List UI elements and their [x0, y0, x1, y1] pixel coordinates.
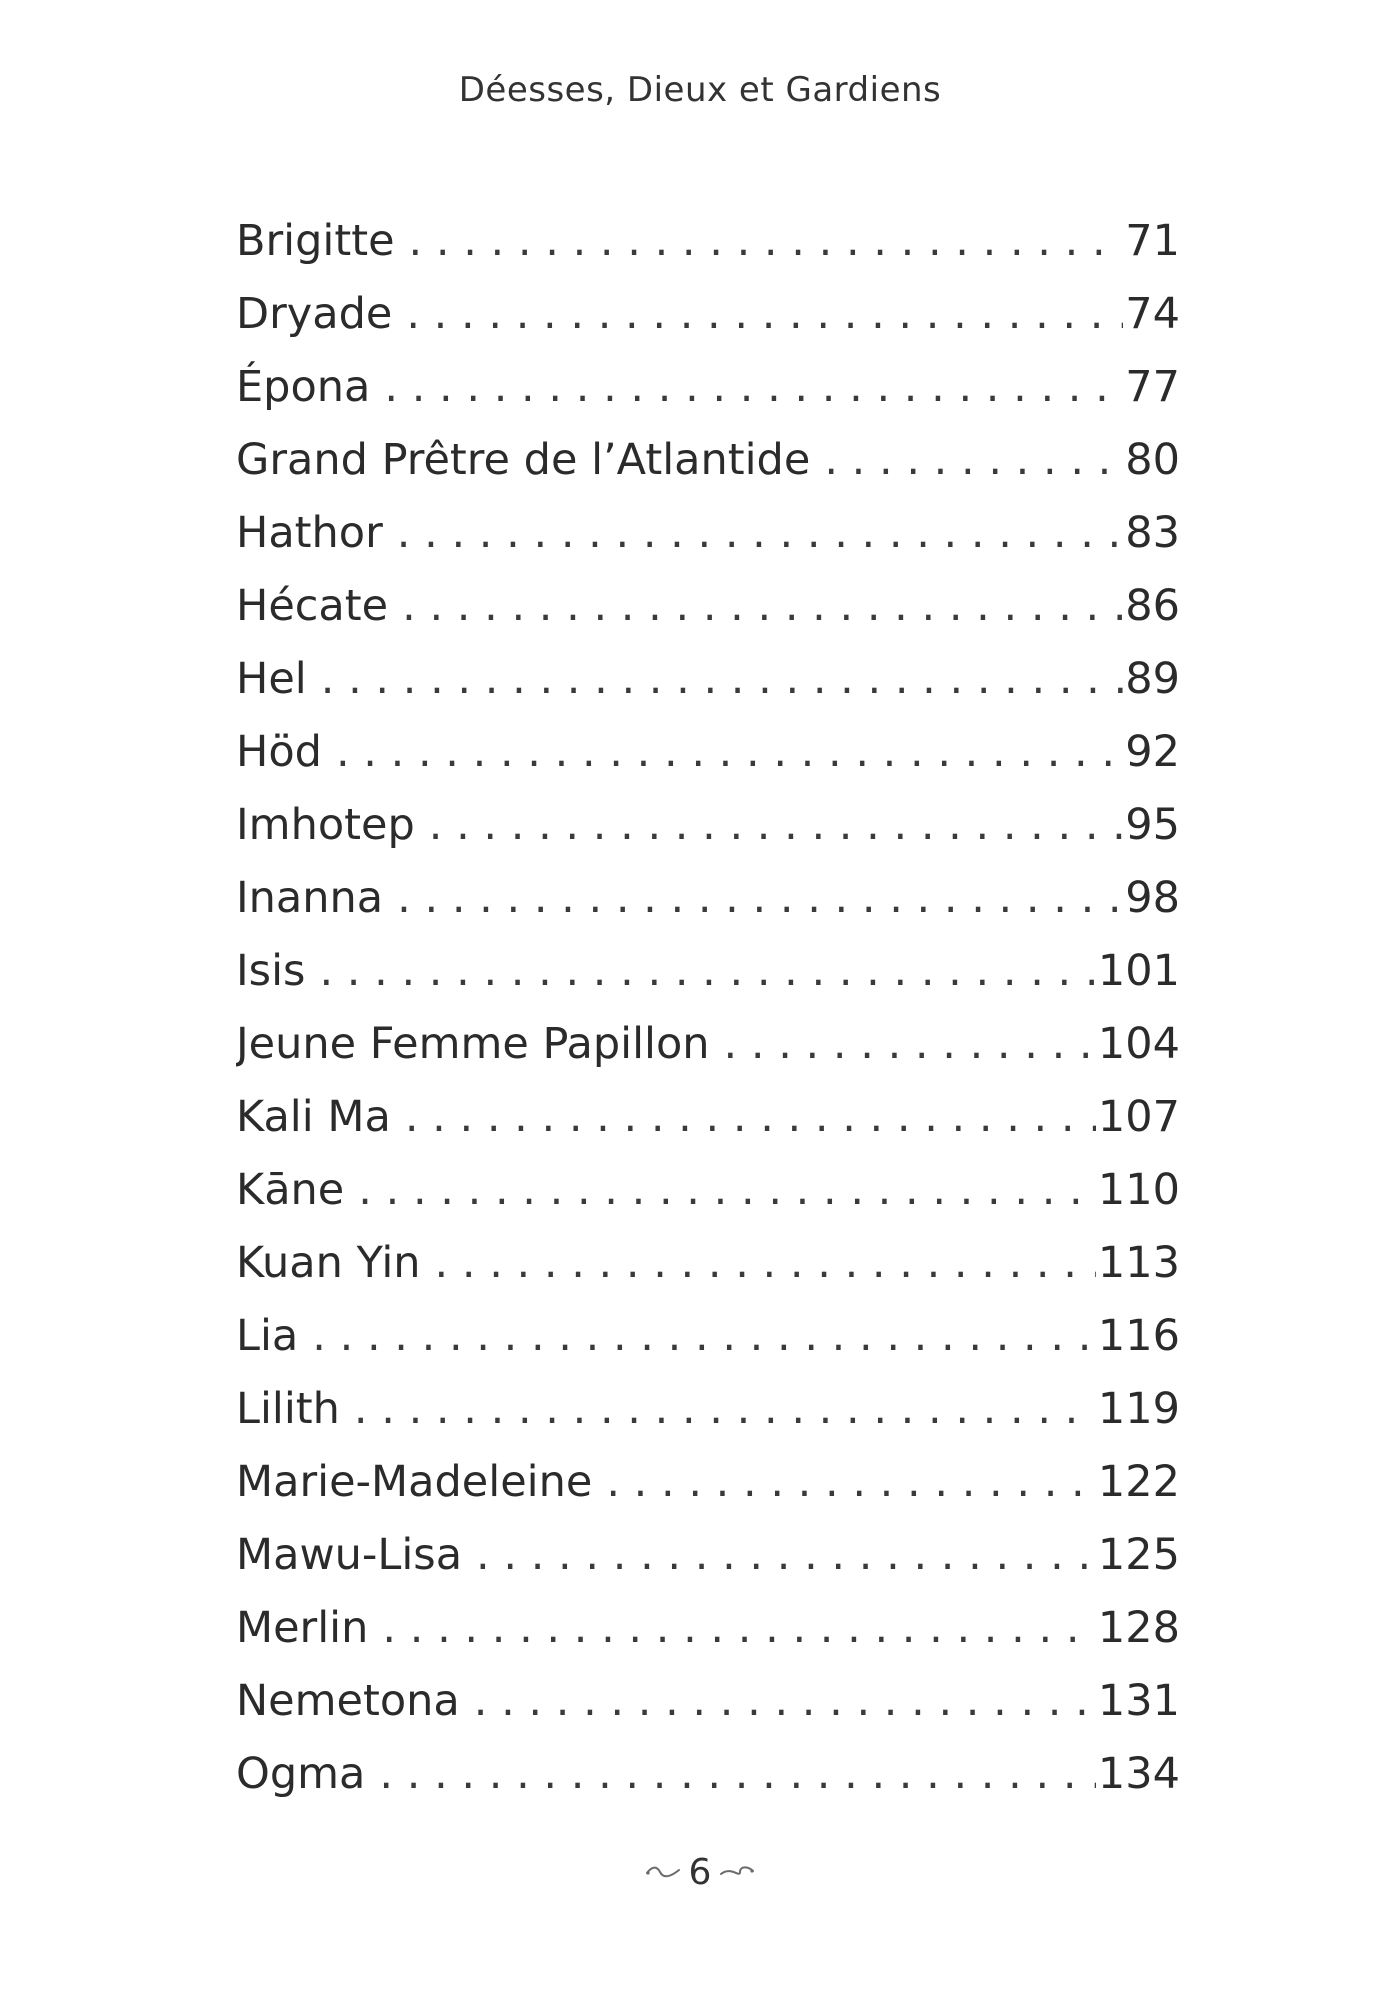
toc-entry-page: 101 [1097, 946, 1180, 996]
toc-entry-title: Mawu-Lisa [236, 1530, 463, 1580]
toc-entry-title: Merlin [236, 1603, 369, 1653]
toc-entry-page: 134 [1097, 1749, 1180, 1799]
toc-entry [236, 205, 1180, 278]
toc-entry [236, 424, 1180, 497]
toc-entry [236, 1665, 1180, 1738]
dot-leader [406, 278, 1123, 351]
toc-entry-page: 95 [1125, 800, 1180, 850]
toc-entry [236, 1300, 1180, 1373]
toc-entry-page: 92 [1125, 727, 1180, 777]
toc-entry-title: Lilith [236, 1384, 340, 1434]
toc-entry [236, 1446, 1180, 1519]
toc-entry [236, 570, 1180, 643]
dot-leader [384, 351, 1123, 424]
toc-entry [236, 351, 1180, 424]
toc-entry [236, 497, 1180, 570]
page-number: 6 [688, 1851, 712, 1893]
toc-entry-page: 110 [1097, 1165, 1180, 1215]
page-footer [0, 1850, 1400, 1893]
toc-entry-page: 107 [1097, 1092, 1180, 1142]
toc-entry-title: Grand Prêtre de l’Atlantide [236, 435, 811, 485]
toc-entry-title: Lia [236, 1311, 299, 1361]
toc-entry-title: Kali Ma [236, 1092, 391, 1142]
dot-leader [724, 1008, 1096, 1081]
toc-entry-title: Imhotep [236, 800, 415, 850]
dot-leader [435, 1227, 1096, 1300]
toc-entry-page: 116 [1097, 1311, 1180, 1361]
toc-entry-title: Nemetona [236, 1676, 460, 1726]
toc-entry-page: 71 [1125, 216, 1180, 266]
toc-entry-page: 74 [1125, 289, 1180, 339]
toc-entry-title: Kāne [236, 1165, 345, 1215]
toc-entry-page: 86 [1125, 581, 1180, 631]
toc-entry-title: Höd [236, 727, 322, 777]
dot-leader [429, 789, 1124, 862]
toc-entry [236, 1154, 1180, 1227]
toc-entry-title: Hécate [236, 581, 389, 631]
dot-leader [405, 1081, 1096, 1154]
dot-leader [319, 935, 1095, 1008]
toc-entry-page: 104 [1097, 1019, 1180, 1069]
dot-leader [474, 1665, 1096, 1738]
toc-entry-title: Dryade [236, 289, 393, 339]
swash-ornament-icon [719, 1864, 755, 1880]
toc-entry-title: Isis [236, 946, 306, 996]
toc-entry [236, 1738, 1180, 1811]
toc-entry-title: Jeune Femme Papillon [236, 1019, 710, 1069]
dot-leader [402, 570, 1123, 643]
dot-leader [476, 1519, 1096, 1592]
dot-leader [606, 1446, 1096, 1519]
toc-entry-title: Hel [236, 654, 307, 704]
toc-entry-page: 119 [1097, 1384, 1180, 1434]
toc-entry [236, 789, 1180, 862]
toc-entry-page: 128 [1097, 1603, 1180, 1653]
dot-leader [382, 1592, 1096, 1665]
toc-entry-title: Marie-Madeleine [236, 1457, 593, 1507]
toc-entry [236, 862, 1180, 935]
dot-leader [312, 1300, 1096, 1373]
toc-entry [236, 643, 1180, 716]
toc-entry-page: 122 [1097, 1457, 1180, 1507]
table-of-contents [236, 205, 1180, 1811]
toc-entry-title: Hathor [236, 508, 383, 558]
dot-leader [321, 643, 1124, 716]
toc-entry [236, 1227, 1180, 1300]
toc-entry-title: Épona [236, 362, 371, 412]
toc-entry-title: Inanna [236, 873, 384, 923]
dot-leader [397, 497, 1123, 570]
toc-entry-page: 98 [1125, 873, 1180, 923]
toc-entry-page: 77 [1125, 362, 1180, 412]
dot-leader [379, 1738, 1096, 1811]
dot-leader [358, 1154, 1096, 1227]
toc-entry-page: 89 [1125, 654, 1180, 704]
toc-entry-page: 80 [1125, 435, 1180, 485]
toc-entry [236, 1373, 1180, 1446]
toc-entry [236, 1081, 1180, 1154]
toc-entry-title: Brigitte [236, 216, 395, 266]
toc-entry-page: 83 [1125, 508, 1180, 558]
toc-entry [236, 1592, 1180, 1665]
toc-entry-title: Kuan Yin [236, 1238, 421, 1288]
dot-leader [409, 205, 1124, 278]
toc-entry [236, 935, 1180, 1008]
swash-ornament-icon [645, 1864, 681, 1880]
toc-entry [236, 1519, 1180, 1592]
dot-leader [336, 716, 1123, 789]
toc-entry-title: Ogma [236, 1749, 366, 1799]
dot-leader [354, 1373, 1096, 1446]
dot-leader [397, 862, 1123, 935]
toc-entry-page: 113 [1097, 1238, 1180, 1288]
running-header: Déesses, Dieux et Gardiens [458, 70, 942, 110]
toc-entry [236, 716, 1180, 789]
toc-entry [236, 278, 1180, 351]
toc-entry-page: 131 [1097, 1676, 1180, 1726]
toc-entry-page: 125 [1097, 1530, 1180, 1580]
dot-leader [824, 424, 1123, 497]
toc-entry [236, 1008, 1180, 1081]
